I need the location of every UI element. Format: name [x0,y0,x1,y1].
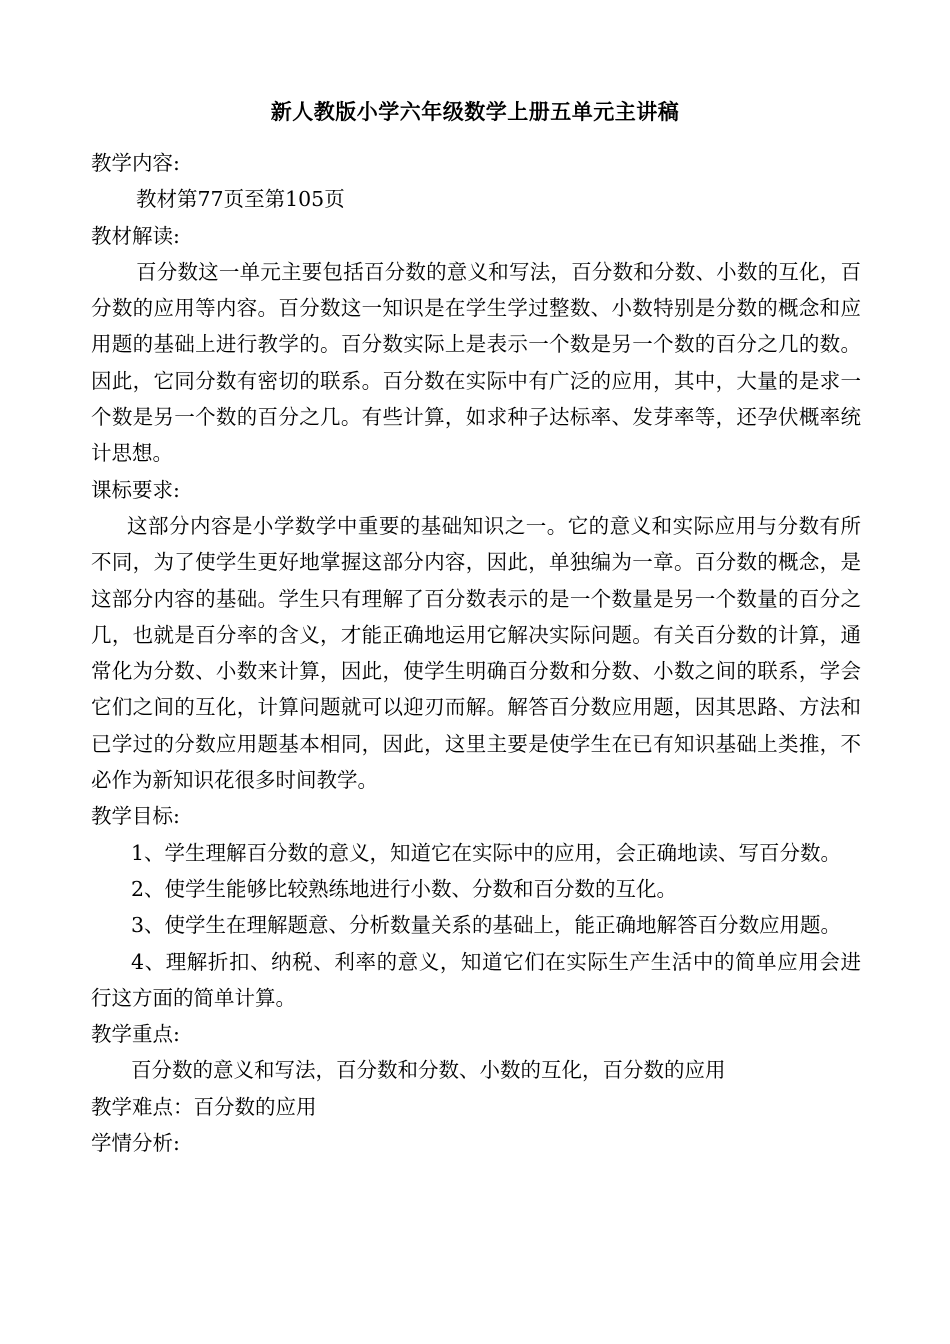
teaching-goal-item-3: 3、使学生在理解题意、分析数量关系的基础上，能正确地解答百分数应用题。 [131,913,842,938]
teaching-goals-heading: 教学目标: [91,804,180,829]
teaching-key-points-heading: 教学重点: [91,1022,180,1047]
curriculum-requirements-heading: 课标要求: [91,477,180,502]
teaching-goal-item-4: 4、理解折扣、纳税、利率的意义，知道它们在实际生产生活中的简单应用会进行这方面的简单计算。 [91,949,861,1010]
teaching-difficulties-line: 教学难点：百分数的应用 [91,1094,317,1119]
document-title: 新人教版小学六年级数学上册五单元主讲稿 [270,99,680,124]
textbook-reading-heading: 教材解读: [91,223,180,248]
teaching-goal-item-1: 1、学生理解百分数的意义，知道它在实际中的应用，会正确地读、写百分数。 [131,840,842,865]
teaching-goal-item-2: 2、使学生能够比较熟练地进行小数、分数和百分数的互化。 [131,876,678,901]
textbook-reading-paragraph: 百分数这一单元主要包括百分数的意义和写法，百分数和分数、小数的互化，百分数的应用等内容。百分数这一知识是在学生学过整数、小数特别是分数的概念和应用题的基础上进行教学的。百分数实际上是表示一个数是另一个数的百分之几的数。因此，它同分数有密切的联系。百分数在实际中有广泛的应用，其中，大量的是求一个数是另一个数的百分之几。有些计算，如求种子达标率、发芽率等，还孕伏概率统计思想。 [91,259,861,466]
teaching-key-points-text: 百分数的意义和写法，百分数和分数、小数的互化，百分数的应用 [131,1058,726,1083]
learning-analysis-heading: 学情分析: [91,1131,180,1156]
document-body [91,145,861,1161]
curriculum-requirements-paragraph: 这部分内容是小学数学中重要的基础知识之一。它的意义和实际应用与分数有所不同，为了使学生更好地掌握这部分内容，因此，单独编为一章。百分数的概念，是这部分内容的基础。学生只有理解了百分数表示的是一个数量是另一个数量的百分之几，也就是百分率的含义，才能正确地运用它解决实际问题。有关百分数的计算，通常化为分数、小数来计算，因此，使学生明确百分数和分数、小数之间的联系，学会它们之间的互化，计算问题就可以迎刃而解。解答百分数应用题，因其思路、方法和已学过的分数应用题基本相同，因此，这里主要是使学生在已有知识基础上类推，不必作为新知识花很多时间教学。 [91,513,861,793]
teaching-content-heading: 教学内容: [91,151,180,175]
teaching-content-text: 教材第77页至第105页 [136,187,345,212]
